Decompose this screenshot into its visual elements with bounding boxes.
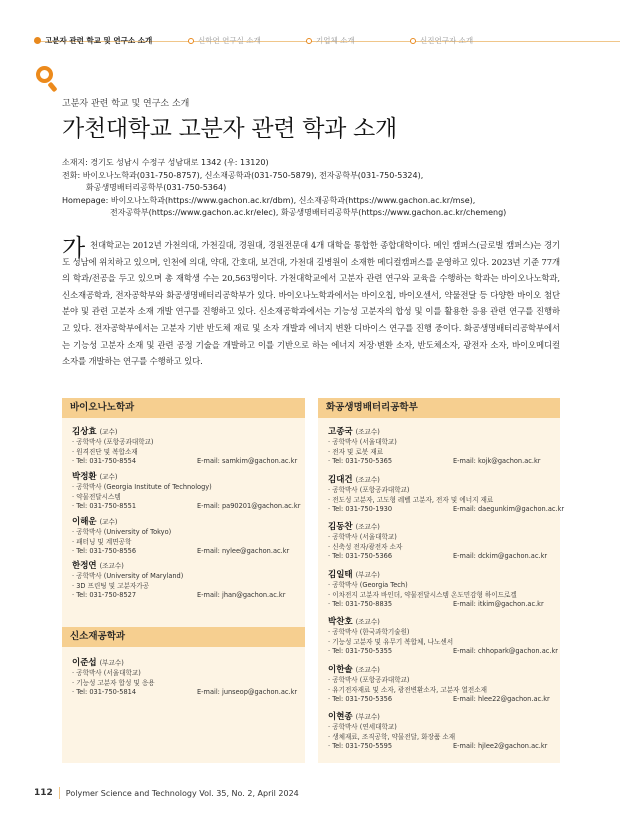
faculty-rank: (조교수) [355, 428, 380, 436]
nav-item-researchers[interactable] [410, 35, 473, 46]
faculty-tel: Tel: 031-750-8527 [76, 591, 137, 600]
faculty-tel: Tel: 031-750-8554 [76, 457, 137, 466]
faculty-rank: (부교수) [355, 571, 380, 579]
contact-phone-continued: 화공생명배터리공학부(031-750-5364) [86, 183, 227, 192]
faculty-name: 이준섭 [72, 658, 97, 668]
faculty-email[interactable]: E-mail: samkim@gachon.ac.kr [197, 457, 298, 466]
faculty-email[interactable]: E-mail: chhopark@gachon.ac.kr [453, 647, 558, 656]
faculty-email[interactable]: E-mail: dckim@gachon.ac.kr [453, 552, 548, 561]
faculty-entry [328, 426, 568, 467]
contact-homepage-continued: 전자공학부(https://www.gachon.ac.kr/elec), 화공생명배터리공학부(https://www.gachon.ac.kr/chemeng) [110, 208, 507, 217]
faculty-name: 김일태 [328, 570, 353, 580]
faculty-entry [72, 471, 312, 512]
faculty-field: · 패터닝 및 계면공학 [72, 538, 312, 548]
faculty-email[interactable]: E-mail: pa90201@gachon.ac.kr [197, 502, 301, 511]
faculty-field: · 3D 프린팅 및 고분자가공 [72, 582, 312, 592]
faculty-name: 김동찬 [328, 522, 353, 532]
section-kicker: 고분자 관련 학교 및 연구소 소개 [62, 99, 190, 109]
faculty-tel: Tel: 031-750-5814 [76, 688, 137, 697]
nav-item-companies[interactable] [306, 35, 355, 46]
footer-divider [59, 787, 60, 799]
faculty-rank: (교수) [99, 473, 118, 481]
faculty-field: · 전자 및 로봇 재료 [328, 448, 568, 458]
faculty-rank: (조교수) [355, 476, 380, 484]
faculty-email[interactable]: E-mail: itkim@gachon.ac.kr [453, 600, 544, 609]
faculty-degree: · 공학박사 (University of Tokyo) [72, 528, 312, 538]
faculty-name: 김대건 [328, 475, 353, 485]
faculty-entry [72, 657, 312, 698]
faculty-entry [328, 664, 568, 705]
faculty-email[interactable]: E-mail: nylee@gachon.ac.kr [197, 547, 290, 556]
nav-label: 고분자 관련 학교 및 연구소 소개 [45, 36, 153, 45]
contact-homepage: Homepage: 바이오나노학과(https://www.gachon.ac.kr/dbm), 신소재공학과(https://www.gachon.ac.kr/mse), [62, 195, 476, 205]
faculty-degree: · 공학박사 (포항공과대학교) [328, 486, 568, 496]
journal-citation: Polymer Science and Technology Vol. 35, No. 2, April 2024 [65, 788, 299, 798]
faculty-degree: · 공학박사 (포항공과대학교) [72, 438, 312, 448]
nav-active-dot-icon [34, 37, 41, 44]
faculty-entry [328, 711, 568, 752]
intro-paragraph: 천대학교는 2012년 가천의대, 가천길대, 경원대, 경원전문대 4개 대학을 통합한 종합대학이다. 메인 캠퍼스(글로벌 캠퍼스)는 경기도 성남에 위치하고 있으며, 인천에 의대, 약대, 간호대, 보건대, 가천대 길병원이 소재한 메디컬캠퍼스를 운영하고 있다. 2023년 기준 77개의 학과/전공을 두고 있으며 총 재학생 수는 20,563명이다. 가천대학교에서 고분자 관련 연구와 교육을 수행하는 학과는 바이오나노학과, 신소재공학과, 전자공학부와 화공생명배터리공학부가 있다. 바이오나노학과에서는 바이오칩, 바이오센서, 약물전달 등 다양한 바이오 첨단 분야 및 관련 고분자 소재 개발 연구를 진행하고 있다. 신소재공학과에서는 기능성 고분자의 합성 및 이를 활용한 응용 관련 연구를 진행하고 있다. 전자공학부에서는 고분자 기반 반도체 재료 및 소자 개발과 에너지 변환 디바이스 연구를 진행 중이다. 화공생명배터리공학부에서는 기능성 고분자 소재 및 관련 공정 기술을 개발하고 이를 기반으로 하는 에너지 저장·변환 소자, 반도체소자, 광전자 소자, 바이오메디컬 소자를 개발하는 연구를 수행하고 있다. [62, 240, 560, 367]
faculty-degree: · 공학박사 (University of Maryland) [72, 572, 312, 582]
faculty-tel: Tel: 031-750-8556 [76, 547, 137, 556]
faculty-email[interactable]: E-mail: kojk@gachon.ac.kr [453, 457, 541, 466]
magnifier-icon [34, 64, 60, 94]
faculty-field: · 신축성 전자/광전자 소자 [328, 543, 568, 553]
nav-pin-icon [188, 38, 194, 44]
faculty-degree: · 공학박사 (한국과학기술원) [328, 628, 568, 638]
contact-info [62, 157, 506, 220]
department-title: 화공생명배터리공학부 [318, 398, 560, 418]
nav-item-labs[interactable] [188, 35, 261, 46]
page-number: 112 [34, 788, 53, 798]
faculty-name: 한정연 [72, 561, 97, 571]
faculty-tel: Tel: 031-750-5366 [332, 552, 393, 561]
faculty-degree: · 공학박사 (연세대학교) [328, 723, 568, 733]
faculty-tel: Tel: 031-750-8551 [76, 502, 137, 511]
faculty-name: 박찬호 [328, 617, 353, 627]
faculty-degree: · 공학박사 (서울대학교) [328, 533, 568, 543]
faculty-entry [328, 569, 568, 610]
nav-label: 신학연 연구실 소개 [198, 36, 261, 45]
faculty-entry [72, 516, 312, 557]
faculty-email[interactable]: E-mail: hjlee2@gachon.ac.kr [453, 742, 548, 751]
faculty-rank: (교수) [99, 428, 118, 436]
faculty-tel: Tel: 031-750-1930 [332, 505, 393, 514]
faculty-name: 이한솔 [328, 665, 353, 675]
faculty-field: · 약물전달시스템 [72, 493, 312, 503]
faculty-entry [328, 521, 568, 562]
faculty-field: · 기능성 고분자 및 유무기 복합체, 나노센서 [328, 638, 568, 648]
faculty-name: 김상효 [72, 427, 97, 437]
faculty-entry [72, 560, 312, 601]
nav-label: 기업체 소개 [316, 36, 355, 45]
faculty-rank: (조교수) [99, 562, 124, 570]
faculty-field: · 원격진단 및 복합소재 [72, 448, 312, 458]
faculty-name: 이현종 [328, 712, 353, 722]
nav-pin-icon [306, 38, 312, 44]
faculty-tel: Tel: 031-750-5355 [332, 647, 393, 656]
nav-item-schools[interactable] [34, 35, 152, 46]
faculty-degree: · 공학박사 (서울대학교) [328, 438, 568, 448]
faculty-tel: Tel: 031-750-5365 [332, 457, 393, 466]
faculty-degree: · 공학박사 (Georgia Institute of Technology) [72, 483, 312, 493]
faculty-rank: (부교수) [99, 659, 124, 667]
nav-label: 신진연구자 소개 [420, 36, 474, 45]
contact-phone: 전화: 바이오나노학과(031-750-8757), 신소재공학과(031-750-5879), 전자공학부(031-750-5324), [62, 170, 424, 180]
faculty-field: · 생체재료, 조직공학, 약물전달, 화장품 소재 [328, 733, 568, 743]
section-nav [0, 0, 620, 58]
page-footer [34, 787, 299, 799]
department-box-bionano [62, 398, 305, 601]
faculty-email[interactable]: E-mail: daegunkim@gachon.ac.kr [453, 505, 565, 514]
faculty-email[interactable]: E-mail: hlee22@gachon.ac.kr [453, 695, 550, 704]
nav-pin-icon [410, 38, 416, 44]
faculty-email[interactable]: E-mail: jhan@gachon.ac.kr [197, 591, 286, 600]
faculty-rank: (조교수) [355, 666, 380, 674]
faculty-rank: (조교수) [355, 523, 380, 531]
faculty-entry [328, 616, 568, 657]
faculty-degree: · 공학박사 (서울대학교) [72, 669, 312, 679]
faculty-name: 고종국 [328, 427, 353, 437]
faculty-field: · 전도성 고분자, 고도형 레벨 고분자, 전자 및 에너지 재료 [328, 496, 568, 506]
department-box-chemeng [318, 398, 565, 763]
faculty-entry [328, 474, 568, 515]
department-title: 바이오나노학과 [62, 398, 305, 418]
faculty-rank: (조교수) [355, 618, 380, 626]
faculty-tel: Tel: 031-750-5356 [332, 695, 393, 704]
faculty-name: 박정환 [72, 472, 97, 482]
faculty-entry [72, 426, 312, 467]
faculty-email[interactable]: E-mail: junseop@gachon.ac.kr [197, 688, 298, 697]
faculty-field: · 이차전지 고분자 바인더, 약물전달시스템 온도민감형 하이드로겔 [328, 591, 568, 601]
faculty-rank: (부교수) [355, 713, 380, 721]
faculty-field: · 유기전자재료 및 소자, 광전변환소자, 고분자 열전소재 [328, 686, 568, 696]
drop-cap: 가 [62, 234, 86, 262]
faculty-rank: (교수) [99, 518, 118, 526]
faculty-name: 이해운 [72, 517, 97, 527]
faculty-tel: Tel: 031-750-5595 [332, 742, 393, 751]
department-box-materials [62, 601, 305, 763]
faculty-degree: · 공학박사 (Georgia Tech) [328, 581, 568, 591]
department-title: 신소재공학과 [62, 627, 305, 647]
page-title: 가천대학교 고분자 관련 학과 소개 [62, 116, 397, 142]
faculty-tel: Tel: 031-750-8835 [332, 600, 393, 609]
faculty-field: · 기능성 고분자 합성 및 응용 [72, 679, 312, 689]
faculty-degree: · 공학박사 (포항공과대학교) [328, 676, 568, 686]
contact-address: 소재지: 경기도 성남시 수정구 성남대로 1342 (우: 13120) [62, 158, 269, 167]
